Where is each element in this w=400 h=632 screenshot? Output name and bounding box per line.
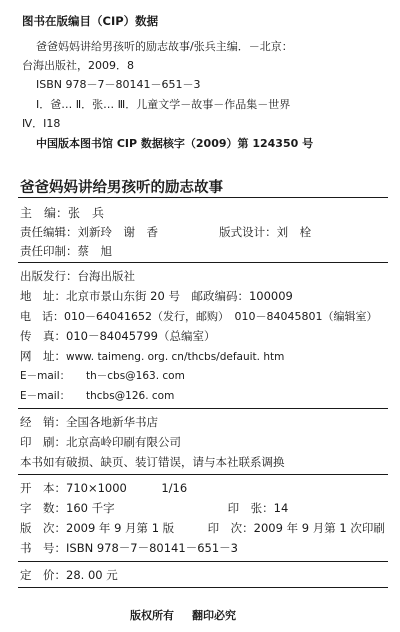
fax-row <box>20 328 215 344</box>
website-value: www. taimeng. org. cn/thcbs/defauit. htm <box>66 351 285 363</box>
printer-label: 印 刷： <box>20 435 66 449</box>
print-manager-value: 蔡 旭 <box>77 244 112 258</box>
words-row <box>20 500 288 516</box>
cip-line-record: 中国版本图书馆 CIP 数据核字（2009）第 124350 号 <box>36 137 314 150</box>
cip-heading: 图书在版编目（CIP）数据 <box>22 14 159 28</box>
website-row <box>20 348 284 364</box>
phone-label: 电 话： <box>20 310 64 323</box>
fax-value: 010－84045799（总编室） <box>66 329 216 343</box>
print-manager-label: 责任印制： <box>20 244 78 258</box>
address-row <box>20 288 293 304</box>
price-row <box>20 567 118 583</box>
price-rule <box>18 587 388 588</box>
editor-value: 张 兵 <box>68 206 105 220</box>
distribution-rule <box>18 474 388 475</box>
printer-value: 北京高岭印刷有限公司 <box>66 435 181 449</box>
isbn-value: ISBN 978－7－80141－651－3 <box>66 541 238 555</box>
publisher-value: 台海出版社 <box>77 269 135 283</box>
specs-rule <box>18 561 388 562</box>
words-value: 160 千字 <box>66 501 115 515</box>
resp-editor-value: 刘新玲 谢 香 <box>77 225 158 239</box>
distributor-label: 经 销： <box>20 415 66 429</box>
distributor-value: 全国各地新华书店 <box>66 415 158 429</box>
book-title: 爸爸妈妈讲给男孩听的励志故事 <box>20 180 223 196</box>
email1-value: th－cbs@163. com <box>86 370 185 382</box>
address-value: 北京市景山东街 20 号 邮政编码：100009 <box>66 289 293 303</box>
address-label: 地 址： <box>20 289 66 303</box>
resp-editor-label: 责任编辑： <box>20 225 78 239</box>
cip-line-isbn: ISBN 978－7－80141－651－3 <box>36 78 201 91</box>
impression-label: 印 次： <box>207 521 254 535</box>
design-label: 版式设计： <box>219 225 277 239</box>
copyright-notice <box>130 607 236 623</box>
design-value: 刘 栓 <box>276 225 312 239</box>
cip-line-classification: Ⅰ．爸… Ⅱ．张… Ⅲ．儿童文学－故事－作品集－世界 <box>36 98 291 111</box>
publisher-rule <box>18 408 388 409</box>
publisher-row <box>20 268 135 284</box>
cip-line-title: 爸爸妈妈讲给男孩听的励志故事/张兵主编．－北京： <box>36 40 293 53</box>
price-value: 28. 00 元 <box>66 568 118 582</box>
editor-label: 主 编： <box>20 206 69 220</box>
sheets-value: 14 <box>273 501 289 515</box>
editor-row <box>20 204 104 221</box>
notice-row <box>20 454 285 470</box>
impression-value: 2009 年 9 月第 1 次印刷 <box>253 521 385 535</box>
website-label: 网 址： <box>20 349 66 363</box>
edition-value: 2009 年 9 月第 1 版 <box>66 521 175 535</box>
phone-value: 010－64041652（发行，邮购） 010－84045801（编辑室） <box>64 310 378 323</box>
phone-row <box>20 308 377 324</box>
format-label: 开 本： <box>20 481 66 495</box>
email2-label: E－mail： <box>20 390 71 402</box>
publisher-label: 出版发行： <box>20 269 78 283</box>
resp-editor-row <box>20 224 311 240</box>
no-reprint: 翻印必究 <box>192 609 236 622</box>
credits-rule <box>18 262 388 263</box>
cip-line-class-number: Ⅳ．I18 <box>22 117 61 130</box>
isbn-label: 书 号： <box>20 541 66 555</box>
rights-reserved: 版权所有 <box>130 609 174 622</box>
notice-text: 本书如有破损、缺页、装订错误，请与本社联系调换 <box>20 455 285 469</box>
email2-row <box>20 388 174 403</box>
printer-row <box>20 434 181 450</box>
fax-label: 传 真： <box>20 329 66 343</box>
format-value: 710×1000 1/16 <box>66 481 188 495</box>
distributor-row <box>20 414 158 430</box>
email1-label: E－mail： <box>20 370 71 382</box>
format-row <box>20 480 187 496</box>
edition-row <box>20 520 385 536</box>
sheets-label: 印 张： <box>227 501 274 515</box>
price-label: 定 价： <box>20 568 66 582</box>
email1-row <box>20 368 185 383</box>
title-rule <box>18 197 388 198</box>
isbn-row <box>20 540 238 556</box>
email2-value: thcbs@126. com <box>86 390 175 402</box>
edition-label: 版 次： <box>20 521 66 535</box>
print-manager-row <box>20 243 112 259</box>
words-label: 字 数： <box>20 501 66 515</box>
cip-line-publisher: 台海出版社，2009．8 <box>22 59 134 72</box>
